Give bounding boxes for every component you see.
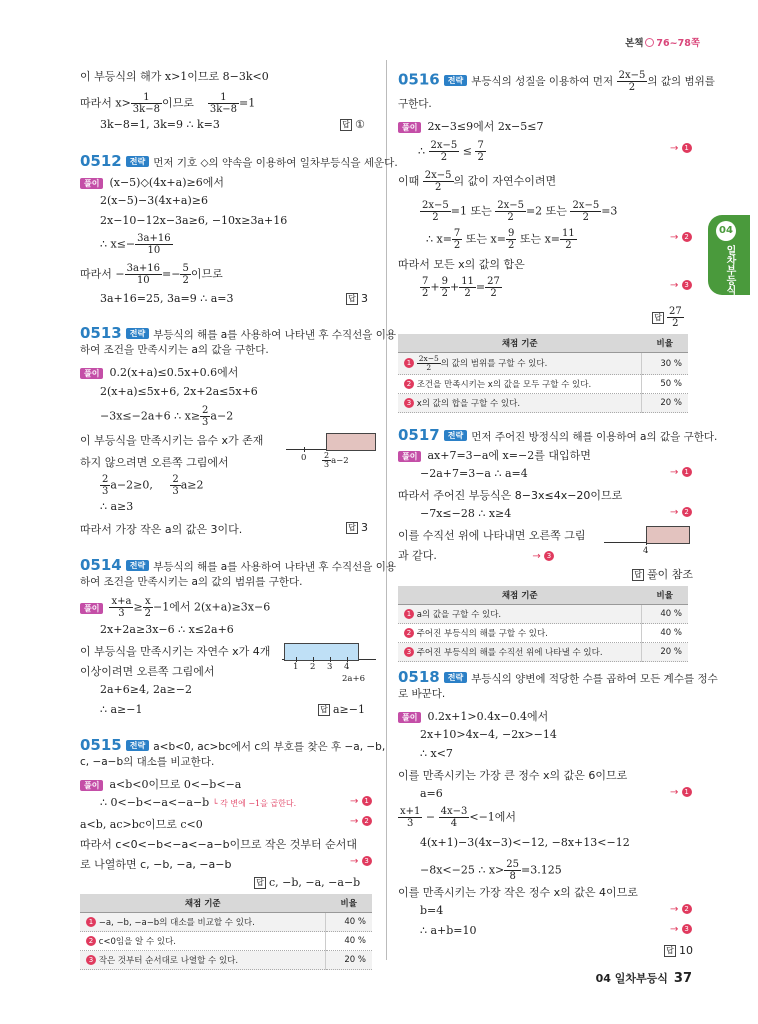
column-divider [386, 60, 387, 960]
chapter-tab[interactable] [708, 215, 750, 295]
score-mark-2: → 2 [350, 816, 372, 827]
p0513-step-7: ∴ a≥3 [100, 500, 134, 513]
p0517-answer: 답 풀이 참조 [632, 566, 693, 582]
p0518-step-3: ∴ x<7 [420, 747, 453, 760]
p0514-answer: 답 a≥−1 [318, 703, 365, 716]
p0516-step-5: ∴ x= $\frac{7}{2}$ 또는 x= $\frac{9}{2}$ 또는 x= $\frac{11}{2}$ [426, 228, 575, 251]
page-number: 37 [673, 971, 692, 986]
p0516-title-2: 구한다. [398, 98, 432, 110]
p0514-step-5: 2a+6≥4, 2a≥−2 [100, 683, 192, 696]
p0517-step-4: −7x≤−28 ∴ x≥4 [420, 507, 512, 520]
intro-line-3: 3k−8=1, 3k=9 ∴ k=3 [100, 118, 220, 131]
p0512-step-5: 따라서 − $\frac{3a+16}{10}$ =− $\frac{5}{2}$ 이므로 [80, 263, 223, 286]
p0517-mark-1: → 1 [670, 467, 692, 478]
p0512-step-4: ∴ x≤− $\frac{3a+16}{10}$ [100, 233, 171, 256]
p0517-score-table: 채점 기준 비율 1 a의 값을 구할 수 있다. 40 % 2 주어진 부등식의 해를 구할 수 있다. 40 % 3 주어진 부등식의 해를 수직선 위에 나타낼 수 있다. 20 % [398, 586, 688, 662]
p0515-step-3: a<b, ac>bc이므로 c<0 [80, 818, 203, 831]
p0513-title-2: 하여 조건을 만족시키는 a의 값을 구한다. [80, 344, 269, 356]
p0516-mark-1: → 1 [670, 143, 692, 154]
p0516-answer: 답 $\frac{27}{2}$ [652, 306, 684, 329]
p0518-answer: 답 10 [664, 944, 693, 957]
p0516-step-4: $\frac{2x-5}{2}$ =1 또는 $\frac{2x-5}{2}$ =2 또는 $\frac{2x-5}{2}$ =3 [422, 200, 618, 223]
p0518-step-8: −8x<−25 ∴ x> $\frac{25}{8}$ =3.125 [420, 859, 562, 882]
p0517-mark-2: → 2 [670, 507, 692, 518]
problem-0512-heading: 0512 전략 먼저 기호 ◇의 약속을 이용하여 일차부등식을 세운다. [80, 152, 398, 170]
intro-answer: 답 ① [340, 118, 365, 131]
problem-0515-heading: 0515 전략 a<b<0, ac>bc에서 c의 부호를 찾은 후 −a, −b, [80, 736, 386, 754]
p0518-step-11: ∴ a+b=10 [420, 924, 477, 937]
p0514-step-3: 이 부등식을 만족시키는 자연수 x가 4개 [80, 645, 271, 658]
p0518-title-2: 로 바꾼다. [398, 688, 446, 700]
problem-0516-heading: 0516 전략 부등식의 성질을 이용하여 먼저 $\frac{2x-5}{2}$ 의 값의 범위를 [398, 70, 715, 93]
p0518-step-7: 4(x+1)−3(4x−3)<−12, −8x+13<−12 [420, 836, 630, 849]
p0517-step-5: 이를 수직선 위에 나타내면 오른쪽 그림 [398, 529, 586, 542]
intro-line-2: 따라서 x> $\frac{1}{3k-8}$ 이므로 $\frac{1}{3k-8}$ =1 [80, 92, 256, 115]
p0518-step-6: $\frac{x+1}{3}$ − $\frac{4x-3}{4}$ <−1에서 [400, 806, 517, 829]
circle-icon [645, 38, 654, 47]
p0514-step-4: 이상이려면 오른쪽 그림에서 [80, 665, 215, 678]
p0517-step-1: 풀이 ax+7=3−a에 x=−2를 대입하면 [398, 447, 591, 463]
p0512-step-2: 2(x−5)−3(4x+a)≥6 [100, 194, 208, 207]
p0515-step-5: 로 나열하면 c, −b, −a, −a−b [80, 858, 232, 871]
footer-chapter: 04 일차부등식 [595, 972, 668, 985]
p0515-step-2: ∴ 0<−b<−a<−a−b └ 각 변에 −1을 곱한다. [100, 796, 297, 809]
p0516-step-1: 풀이 2x−3≤9에서 2x−5≤7 [398, 118, 543, 134]
p0515-title-2: c, −a−b의 대소를 비교한다. [80, 756, 215, 768]
header-pages: 76~78쪽 [656, 38, 700, 49]
p0516-mark-3: → 3 [670, 280, 692, 291]
p0516-step-6: 따라서 모든 x의 값의 합은 [398, 258, 525, 271]
p0518-step-5: a=6 [420, 787, 443, 800]
p0514-step-2: 2x+2a≥3x−6 ∴ x≤2a+6 [100, 623, 234, 636]
p0516-mark-2: → 2 [670, 232, 692, 243]
problem-0517-heading: 0517 전략 먼저 주어진 방정식의 해를 이용하여 a의 값을 구한다. [398, 426, 718, 444]
p0517-step-6: 과 같다. → 3 [398, 547, 554, 563]
p0515-score-table: 채점 기준 비율 1 −a, −b, −a−b의 대소를 비교할 수 있다. 40 % 2 c<0임을 알 수 있다. 40 % 3 작은 것부터 순서대로 나열할 수 있다. 20 % [80, 894, 372, 970]
p0518-mark-2: → 2 [670, 904, 692, 915]
score-mark-3: → 3 [350, 856, 372, 867]
page-header [625, 35, 700, 49]
p0515-answer: 답 c, −b, −a, −a−b [254, 876, 360, 889]
p0518-step-2: 2x+10>4x−4, −2x>−14 [420, 728, 557, 741]
p0513-step-1: 풀이 0.2(x+a)≤0.5x+0.6에서 [80, 364, 238, 380]
p0516-score-table: 채점 기준 비율 1 $\frac{2x-5}{2}$ 의 값의 범위를 구할 수 있다. 30 % 2 조건을 만족시키는 x의 값을 모두 구할 수 있다. 50 % 3 x의 값의 합을 구할 수 있다. 20 % [398, 334, 688, 413]
p0517-step-2: −2a+7=3−a ∴ a=4 [420, 467, 528, 480]
p0518-step-4: 이를 만족시키는 가장 큰 정수 x의 값은 6이므로 [398, 769, 628, 782]
p0512-step-1: 풀이 (x−5)◇(4x+a)≥6에서 [80, 174, 224, 190]
p0513-step-5: 하지 않으려면 오른쪽 그림에서 [80, 456, 229, 469]
p0518-mark-3: → 3 [670, 924, 692, 935]
score-mark-1: → 1 [350, 796, 372, 807]
intro-line-1: 이 부등식의 해가 x>1이므로 8−3k<0 [80, 70, 269, 83]
page-footer [596, 970, 692, 986]
p0518-step-9: 이를 만족시키는 가장 작은 정수 x의 값은 4이므로 [398, 886, 638, 899]
p0514-step-6: ∴ a≥−1 [100, 703, 143, 716]
p0515-step-1: 풀이 a<b<0이므로 0<−b<−a [80, 776, 241, 792]
p0513-step-3: −3x≤−2a+6 ∴ x≥ $\frac{2}{3}$ a−2 [100, 405, 234, 428]
problem-0518-heading: 0518 전략 부등식의 양변에 적당한 수를 곱하여 모든 계수를 정수 [398, 668, 718, 686]
p0513-step-4: 이 부등식을 만족시키는 음수 x가 존재 [80, 434, 264, 447]
chapter-number: 04 [716, 221, 736, 241]
p0513-step-6: $\frac{2}{3}$ a−2≥0, $\frac{2}{3}$ a≥2 [102, 474, 204, 497]
p0517-step-3: 따라서 주어진 부등식은 8−3x≤4x−20이므로 [398, 489, 623, 502]
p0518-step-1: 풀이 0.2x+1>0.4x−0.4에서 [398, 708, 548, 724]
p0516-step-7: $\frac{7}{2}$ + $\frac{9}{2}$ + $\frac{11}{2}$ = $\frac{27}{2}$ [422, 276, 500, 299]
p0514-step-1: 풀이 $\frac{x+a}{3}$ ≥ $\frac{x}{2}$ −1에서 2(x+a)≥3x−6 [80, 596, 270, 619]
p0512-answer: 답 3 [346, 292, 368, 305]
problem-0514-heading: 0514 전략 부등식의 해를 a를 사용하여 나타낸 후 수직선을 이용 [80, 556, 397, 574]
p0515-step-4: 따라서 c<0<−b<−a<−a−b이므로 작은 것부터 순서대 [80, 838, 357, 851]
p0513-step-8: 따라서 가장 작은 a의 값은 3이다. [80, 523, 243, 536]
p0513-step-2: 2(x+a)≤5x+6, 2x+2a≤5x+6 [100, 385, 258, 398]
p0516-step-2: ∴ $\frac{2x-5}{2}$ ≤ $\frac{7}{2}$ [418, 140, 484, 163]
chapter-label: 일차부등식 [724, 245, 735, 295]
p0512-step-6: 3a+16=25, 3a=9 ∴ a=3 [100, 292, 234, 305]
problem-0513-heading: 0513 전략 부등식의 해를 a를 사용하여 나타낸 후 수직선을 이용 [80, 324, 397, 342]
p0512-step-3: 2x−10−12x−3a≥6, −10x≥3a+16 [100, 214, 288, 227]
p0514-title-2: 하여 조건을 만족시키는 a의 값의 범위를 구한다. [80, 576, 303, 588]
p0513-answer: 답 3 [346, 521, 368, 534]
p0518-step-10: b=4 [420, 904, 444, 917]
header-book: 본책 [625, 38, 644, 49]
p0518-mark-1: → 1 [670, 787, 692, 798]
p0516-step-3: 이때 $\frac{2x-5}{2}$ 의 값이 자연수이려면 [398, 170, 557, 193]
